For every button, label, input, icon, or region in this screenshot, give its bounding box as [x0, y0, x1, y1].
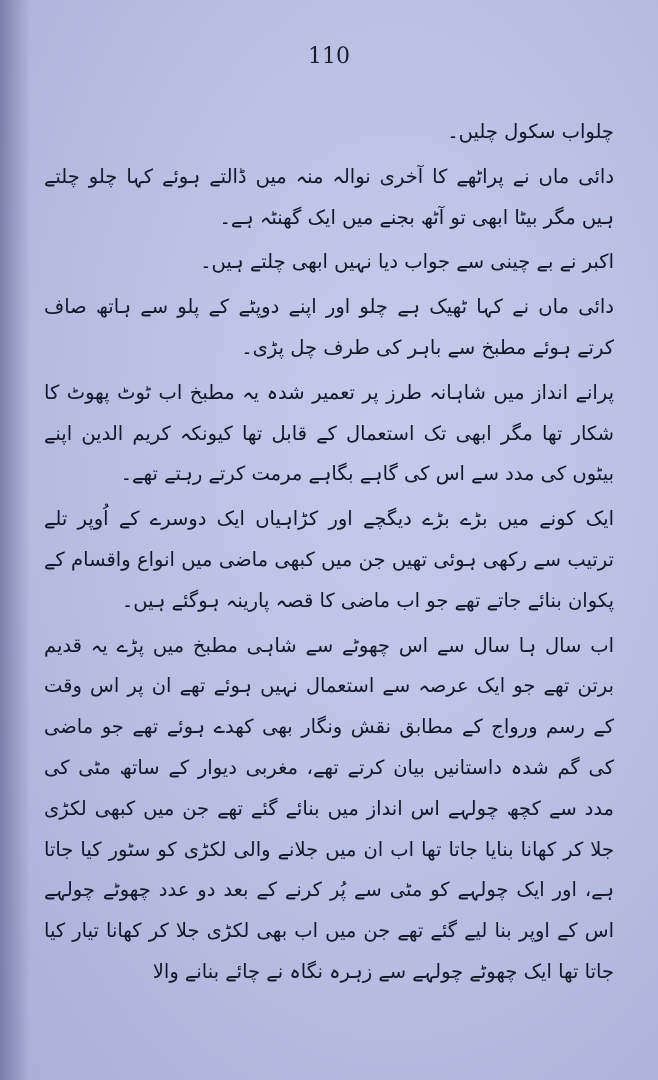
paragraph: پرانے انداز میں شاہانہ طرز پر تعمیر شدہ یہ مطبخ اب ٹوٹ پھوٹ کا شکار تھا مگر ابھی تک استعمال کے قابل تھا کیونکہ کریم الدین اپنے بیٹوں کی مدد سے اس کی گاہے بگاہے مرمت کرتے رہتے تھے۔	[44, 380, 614, 486]
paragraph: اکبر نے بے چینی سے جواب دیا نہیں ابھی چلتے ہیں۔	[200, 250, 614, 274]
paragraph: دائی ماں نے پراٹھے کا آخری نوالہ منہ میں ڈالتے ہوئے کہا چلو چلتے ہیں مگر بیٹا ابھی تو آٹھ بجنے میں ایک گھنٹہ ہے۔	[44, 164, 614, 229]
page-number: 110	[308, 44, 350, 69]
paragraph: چلواب سکول چلیں۔	[447, 120, 614, 143]
body-text	[44, 112, 614, 997]
paragraph: دائی ماں نے کہا ٹھیک ہے چلو اور اپنے دوپٹے کے پلو سے ہاتھ صاف کرتے ہوئے مطبخ سے باہر کی طرف چل پڑی۔	[44, 295, 614, 359]
binding-shadow	[0, 0, 30, 1080]
paragraph: ایک کونے میں بڑے بڑے دیگچے اور کڑاہیاں ایک دوسرے کے اُوپر تلے ترتیب سے رکھی ہوئی تھیں جن میں کبھی ماضی میں انواع واقسام کے پکوان بنائے جاتے تھے جو اب ماضی کا قصہ پارینہ ہوگئے ہیں۔	[44, 507, 614, 612]
paragraph: اب سال ہا سال سے اس چھوٹے سے شاہی مطبخ میں پڑے یہ قدیم برتن تھے جو ایک عرصہ سے استعمال نہیں ہوئے تھے ان پر اس وقت کے رسم ورواج کے مطابق نقش ونگار بھی کھدے ہوئے تھے جو ماضی کی گم شدہ داستانیں بیان کرتے تھے، مغربی دیوار کے ساتھ مٹی کی مدد سے کچھ چولہے اس انداز میں بنائے گئے تھے جن میں کبھی لکڑی جلا کر کھانا بنایا جاتا تھا اب ان میں جلانے والی لکڑی کو سٹور کیا جاتا ہے، اور ایک چولہے کو مٹی سے پُر کرنے کے بعد دو عدد چھوٹے چولہے اس کے اوپر بنا لیے گئے تھے جن میں اب بھی لکڑی جلا کر کھانا تیار کیا جاتا تھا ایک چھوٹے چولہے سے زہرہ نگاہ نے چائے بنانے والا	[44, 633, 614, 983]
